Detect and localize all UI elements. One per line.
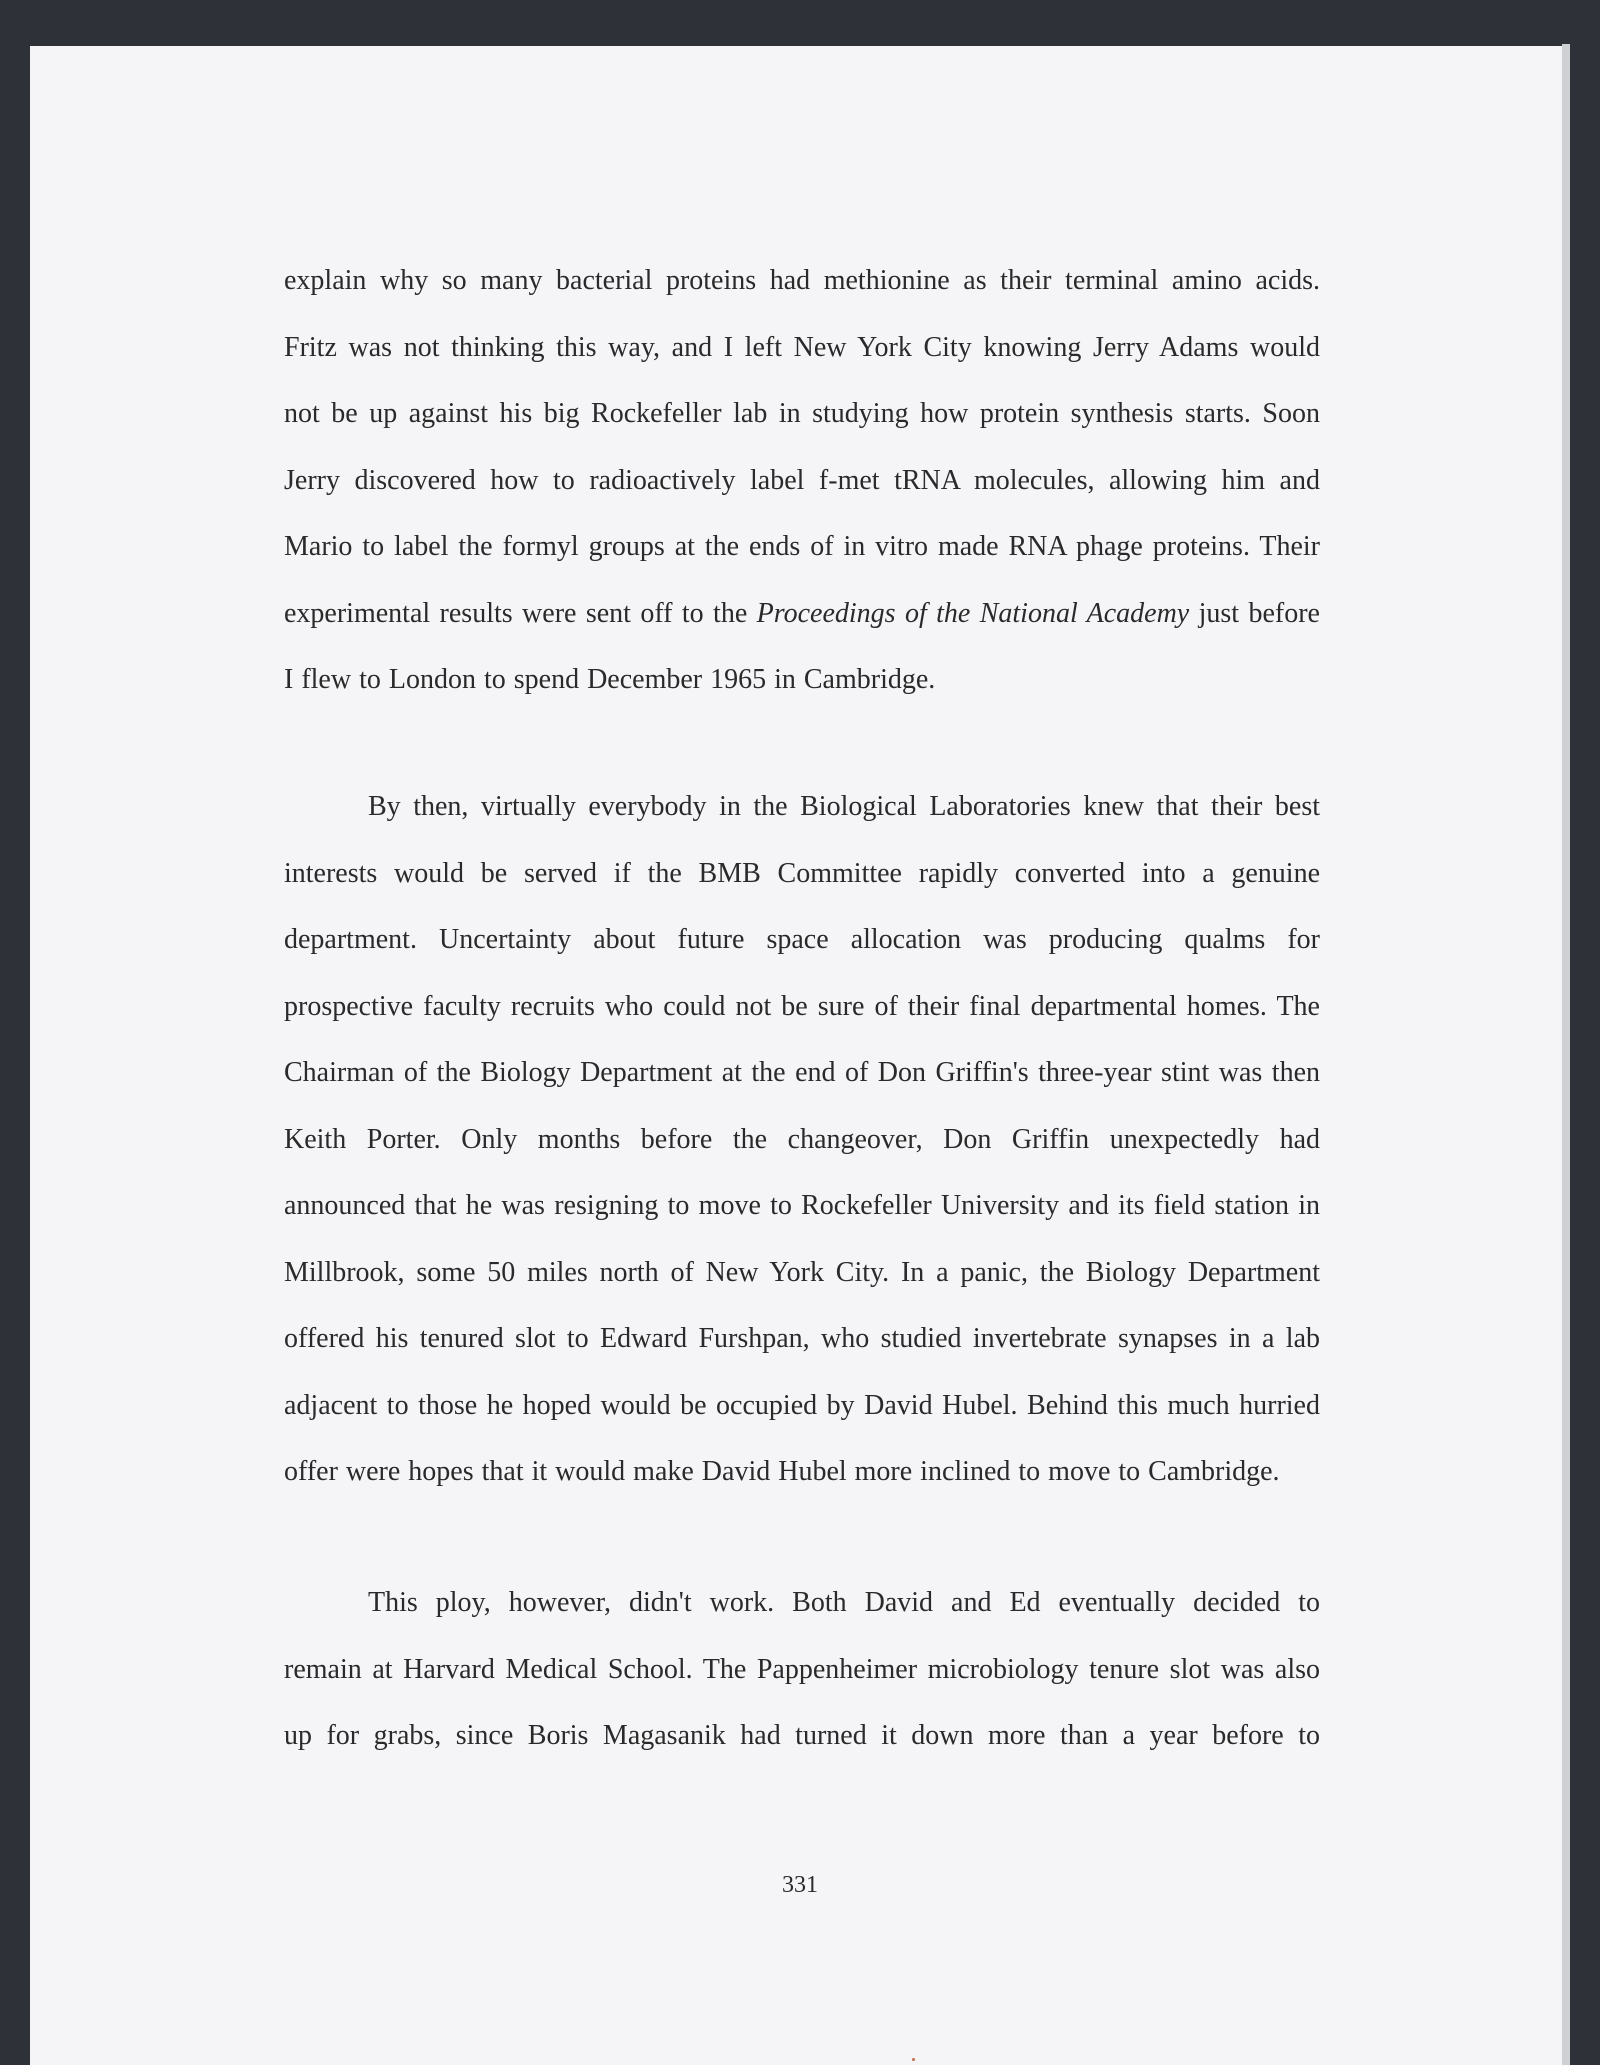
text-line: Jerry discovered how to radioactively label f-met tRNA molecules, allowing him and (284, 464, 1320, 496)
page-number: 331 (782, 1872, 818, 1898)
text-line: adjacent to those he hoped would be occupied by David Hubel. Behind this much hurried (284, 1389, 1320, 1421)
text-line: offered his tenured slot to Edward Furshpan, who studied invertebrate synapses in a lab (284, 1323, 1320, 1354)
text-line-with-citation (284, 581, 1320, 648)
text-line: interests would be served if the BMB Committee rapidly converted into a genuine (284, 857, 1320, 889)
text-line: up for grabs, since Boris Magasanik had turned it down more than a year before to (284, 1720, 1320, 1751)
text-line: Mario to label the formyl groups at the ends of in vitro made RNA phage proteins. Their (284, 531, 1320, 562)
text-line: prospective faculty recruits who could not be sure of their final departmental homes. The (284, 990, 1320, 1022)
text-line: This ploy, however, didn't work. Both David and Ed eventually decided to (368, 1587, 1320, 1618)
text-line: Millbrook, some 50 miles north of New York City. In a panic, the Biology Department (284, 1256, 1320, 1288)
paragraph-2 (284, 774, 1320, 1506)
text-line: remain at Harvard Medical School. The Pappenheimer microbiology tenure slot was also (284, 1653, 1320, 1685)
text-line: explain why so many bacterial proteins had methionine as their terminal amino acids. (284, 265, 1320, 296)
text-fragment: just before (1189, 597, 1320, 629)
paragraph-1 (284, 248, 1320, 714)
text-line: Fritz was not thinking this way, and I left New York City knowing Jerry Adams would (284, 331, 1320, 363)
text-line: announced that he was resigning to move to Rockefeller University and its field station in (284, 1190, 1320, 1221)
text-line: By then, virtually everybody in the Biological Laboratories knew that their best (368, 791, 1320, 822)
paragraph-3 (284, 1570, 1320, 1770)
text-line: department. Uncertainty about future space allocation was producing qualms for (284, 924, 1320, 955)
text-line: not be up against his big Rockefeller lab in studying how protein synthesis starts. Soon (284, 398, 1320, 429)
text-line: Chairman of the Biology Department at the end of Don Griffin's three-year stint was then (284, 1057, 1320, 1088)
journal-title: Proceedings of the National Academy (756, 597, 1190, 629)
paper-speck (912, 2058, 915, 2061)
text-line: offer were hopes that it would make David Hubel more inclined to move to Cambridge. (284, 1456, 1280, 1487)
text-line: I flew to London to spend December 1965 in Cambridge. (284, 664, 936, 695)
text-fragment: experimental results were sent off to the (284, 597, 757, 629)
page-edge (1562, 44, 1570, 2065)
text-line: Keith Porter. Only months before the changeover, Don Griffin unexpectedly had (284, 1123, 1320, 1155)
